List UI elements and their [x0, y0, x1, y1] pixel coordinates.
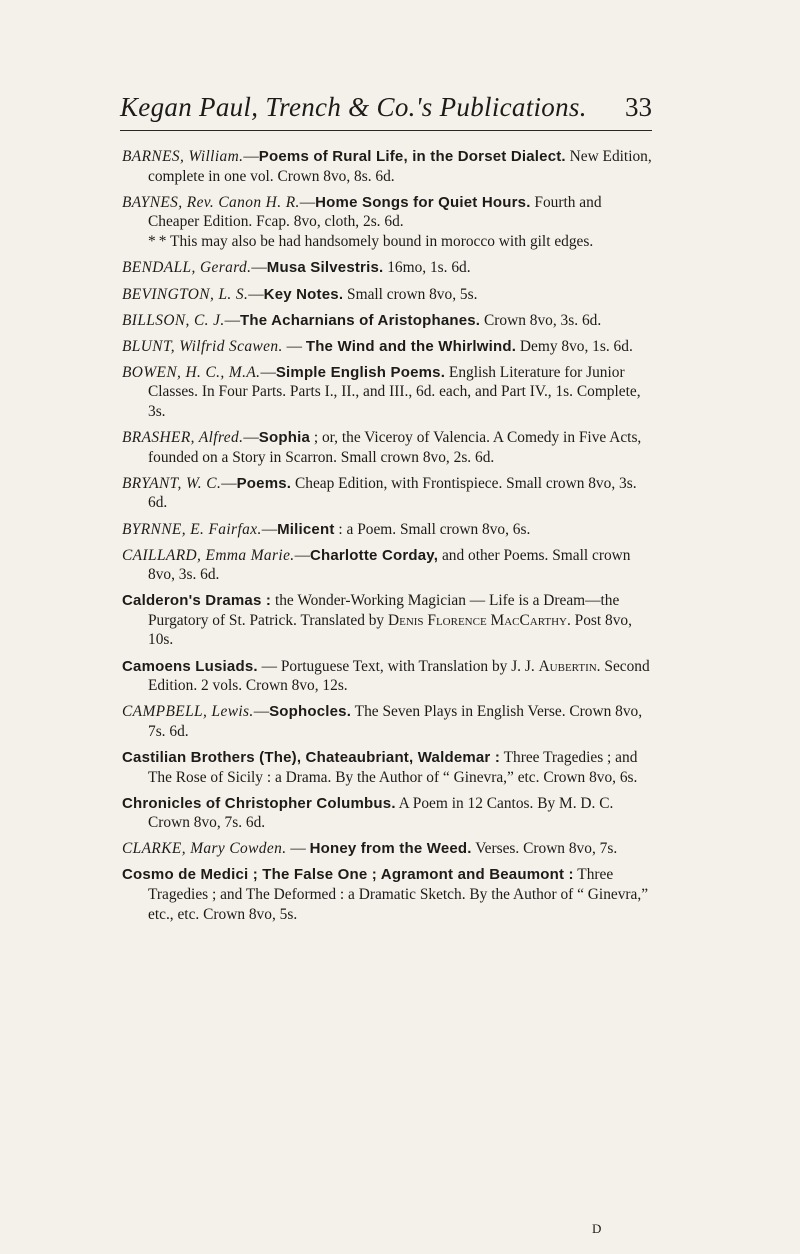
entry-details-tail: Second Edition. 2 vols. Crown 8vo, 12s.: [148, 657, 650, 695]
entry-author: BEVINGTON, L. S.: [122, 285, 249, 303]
entry-details: Small crown 8vo, 5s.: [343, 285, 478, 303]
catalogue-entry: [122, 748, 654, 787]
entry-details: A Poem in 12 Cantos. By M. D. C. Crown 8vo, 7s. 6d.: [148, 794, 614, 832]
entry-author: CAILLARD, Emma Marie.: [122, 546, 295, 564]
entry-details: Three Tragedies ; and The Rose of Sicily : a Drama. By the Author of “ Ginevra,” etc. Crown 8vo, 6s.: [148, 748, 638, 786]
entry-author: CAMPBELL, Lewis.: [122, 703, 254, 721]
header-rule: [120, 130, 652, 131]
entry-title: The Wind and the Whirlwind.: [305, 337, 517, 355]
entry-dash: —: [286, 840, 310, 858]
catalogue-entry: [122, 311, 654, 331]
entry-title: Camoens Lusiads.: [122, 657, 258, 675]
entry-details: ; or, the Viceroy of Valencia. A Comedy in Five Acts, founded on a Story in Scarron. Small crown 8vo, 2s. 6d.: [148, 429, 642, 466]
catalogue-entry: [122, 546, 654, 585]
entry-details: New Edition, complete in one vol. Crown 8vo, 8s. 6d.: [148, 148, 652, 185]
entry-translator: Aubertin.: [538, 657, 601, 675]
entry-title: Honey from the Weed.: [309, 840, 472, 858]
entry-note: * * This may also be had handsomely bound in morocco with gilt edges.: [148, 233, 594, 251]
entry-author: BYRNNE, E. Fairfax.: [122, 520, 262, 538]
entry-details: : a Poem. Small crown 8vo, 6s.: [334, 520, 531, 538]
entry-dash: —: [243, 148, 259, 165]
entry-title: The Acharnians of Aristophanes.: [240, 311, 481, 329]
entry-title: Home Songs for Quiet Hours.: [315, 193, 531, 211]
entry-details: the Wonder-Working Magician — Life is a Dream—the Purgatory of St. Patrick. Translated by: [148, 592, 620, 629]
entry-title: Calderon's Dramas :: [122, 592, 272, 610]
entry-dash: —: [248, 285, 264, 303]
entry-details: The Seven Plays in English Verse. Crown 8vo, 7s. 6d.: [148, 703, 643, 740]
catalogue-entry: [122, 839, 654, 859]
entry-details: 16mo, 1s. 6d.: [383, 259, 471, 277]
entry-dash: —: [224, 311, 241, 329]
entry-title: Cosmo de Medici ; The False One ; Agramont and Beaumont :: [122, 866, 574, 884]
catalogue-entry: [122, 428, 654, 467]
catalogue-entry: [122, 337, 654, 357]
entry-title: Castilian Brothers (The), Chateaubriant, Waldemar :: [122, 748, 501, 766]
entry-title: Milicent: [277, 520, 335, 538]
catalogue-entry: [122, 474, 654, 513]
entry-title: Key Notes.: [263, 285, 344, 303]
catalogue-entry: [122, 520, 654, 540]
catalogue-entry: [122, 794, 654, 833]
entry-dash: —: [260, 363, 276, 381]
entry-author: BOWEN, H. C., M.A.: [122, 363, 261, 381]
entry-details-tail: Post 8vo, 10s.: [148, 611, 632, 649]
page-number: 33: [625, 92, 652, 122]
entry-details: Crown 8vo, 3s. 6d.: [480, 311, 602, 329]
catalogue-list: [122, 147, 654, 931]
entry-details: Verses. Crown 8vo, 7s.: [471, 840, 618, 858]
signature-mark: D: [592, 1221, 602, 1236]
entry-details: Cheap Edition, with Frontispiece. Small crown 8vo, 3s. 6d.: [148, 474, 637, 512]
entry-details: — Portuguese Text, with Translation by J. J.: [257, 657, 539, 675]
entry-author: BLUNT, Wilfrid Scawen.: [122, 337, 283, 355]
entry-author: BAYNES, Rev. Canon H. R.: [122, 193, 300, 211]
entry-dash: —: [221, 474, 237, 492]
entry-details: Fourth and Cheaper Edition. Fcap. 8vo, cloth, 2s. 6d.: [148, 193, 602, 231]
catalogue-entry: [122, 657, 654, 696]
entry-title: Chronicles of Christopher Columbus.: [122, 794, 396, 812]
catalogue-entry: [122, 363, 654, 422]
catalogue-entry: [122, 702, 654, 741]
entry-title: Poems of Rural Life, in the Dorset Dialect.: [258, 148, 566, 165]
entry-title: Charlotte Corday,: [309, 546, 439, 564]
catalogue-entry: [122, 285, 654, 305]
running-header: [120, 92, 652, 132]
entry-title: Simple English Poems.: [275, 363, 446, 381]
entry-dash: —: [299, 193, 316, 211]
entry-dash: —: [243, 429, 259, 447]
catalogue-entry: [122, 147, 654, 186]
entry-author: CLARKE, Mary Cowden.: [122, 840, 287, 858]
catalogue-entry: [122, 865, 654, 924]
entry-dash: —: [282, 337, 306, 355]
entry-dash: —: [294, 546, 310, 564]
entry-title: Sophocles.: [269, 703, 352, 721]
entry-author: BARNES, William.: [122, 148, 244, 165]
entry-author: BRASHER, Alfred.: [122, 429, 244, 447]
catalogue-entry: [122, 193, 654, 232]
entry-dash: —: [251, 259, 267, 277]
entry-details: Demy 8vo, 1s. 6d.: [516, 337, 633, 355]
entry-author: BENDALL, Gerard.: [122, 259, 252, 277]
catalogue-entry: [122, 591, 654, 650]
entry-title: Sophia: [258, 429, 310, 447]
entry-author: BILLSON, C. J.: [122, 311, 225, 329]
entry-title: Poems.: [236, 474, 292, 492]
entry-translator: Denis Florence MacCarthy.: [387, 611, 571, 629]
entry-details: and other Poems. Small crown 8vo, 3s. 6d.: [148, 546, 631, 584]
entry-title: Musa Silvestris.: [266, 259, 384, 277]
entry-dash: —: [261, 520, 278, 538]
running-title: Kegan Paul, Trench & Co.'s Publications.: [120, 92, 587, 122]
entry-details: English Literature for Junior Classes. In Four Parts. Parts I., II., and III., 6d. each, and Part IV., 1s. Complete, 3s.: [148, 363, 641, 421]
entry-author: BRYANT, W. C.: [122, 474, 222, 492]
entry-dash: —: [253, 703, 270, 721]
entry-details: Three Tragedies ; and The Deformed : a Dramatic Sketch. By the Author of “ Ginevra,” etc., etc. Crown 8vo, 5s.: [148, 866, 649, 923]
catalogue-entry: [122, 258, 654, 278]
